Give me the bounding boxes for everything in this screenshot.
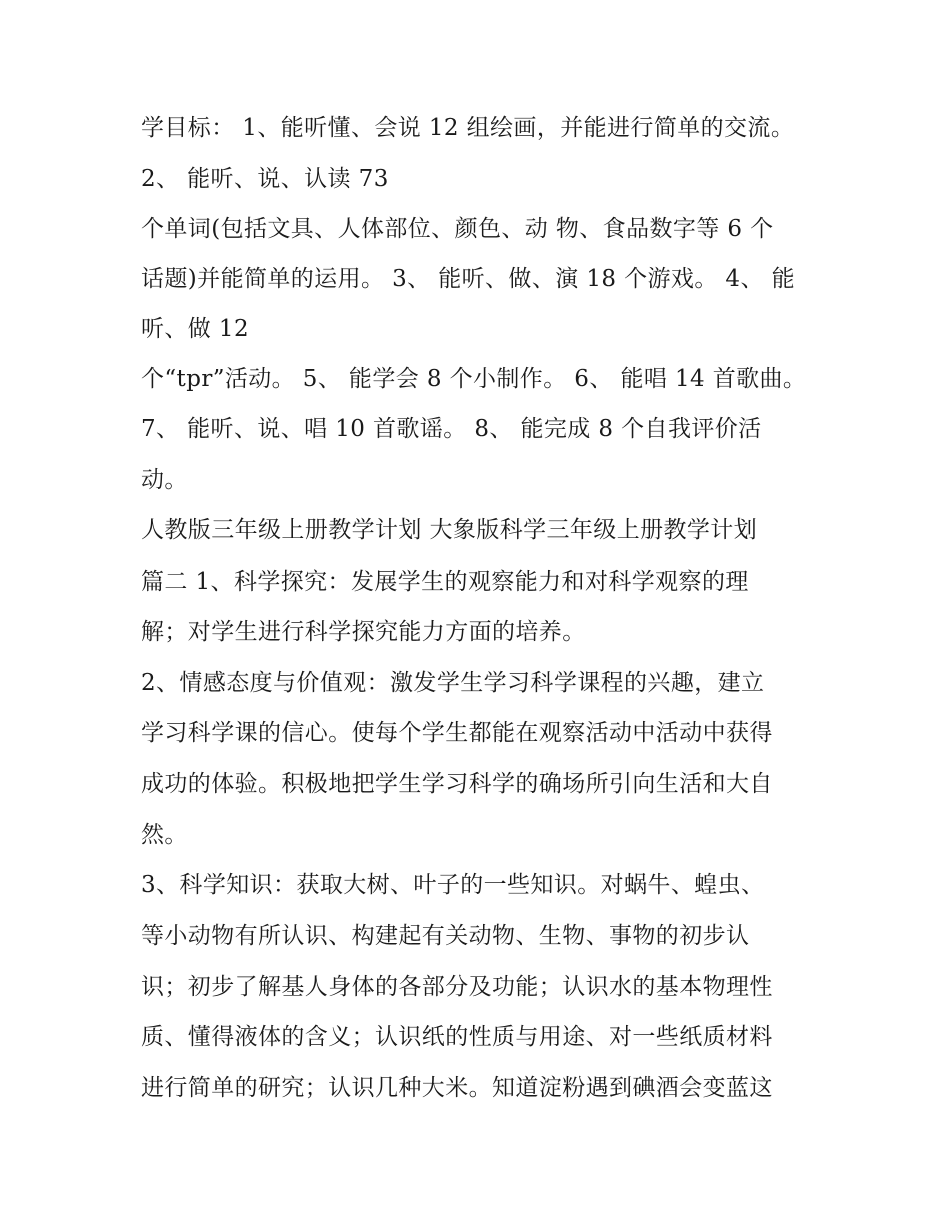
text-line: 学习科学课的信心。使每个学生都能在观察活动中活动中获得 <box>141 720 773 746</box>
text-line: 然。 <box>141 822 188 848</box>
text-line: 质、懂得液体的含义；认识纸的性质与用途、对一些纸质材料 <box>141 1024 773 1050</box>
text-line: 7、 能听、说、唱 10 首歌谣。 8、 能完成 8 个自我评价活 <box>141 416 762 442</box>
text-line: 学目标： 1、能听懂、会说 12 组绘画，并能进行简单的交流。 <box>141 115 795 141</box>
text-line: 成功的体验。积极地把学生学习科学的确场所引向生活和大自 <box>141 771 773 797</box>
text-line: 解；对学生进行科学探究能力方面的培养。 <box>141 619 586 645</box>
text-line: 动。 <box>141 467 188 493</box>
text-line: 进行简单的研究；认识几种大米。知道淀粉遇到碘酒会变蓝这 <box>141 1075 773 1101</box>
text-line: 听、做 12 <box>141 316 249 342</box>
text-line: 人教版三年级上册教学计划 大象版科学三年级上册教学计划 <box>141 517 758 543</box>
text-line: 等小动物有所认识、构建起有关动物、生物、事物的初步认 <box>141 923 750 949</box>
text-line: 个单词(包括文具、人体部位、颜色、动 物、食品数字等 6 个 <box>141 216 774 242</box>
text-line: 个“tpr”活动。 5、 能学会 8 个小制作。 6、 能唱 14 首歌曲。 <box>141 366 807 392</box>
text-line: 篇二 1、科学探究：发展学生的观察能力和对科学观察的理 <box>141 569 749 595</box>
text-line: 识；初步了解基人身体的各部分及功能；认识水的基本物理性 <box>141 974 773 1000</box>
text-line: 2、 能听、说、认读 73 <box>141 166 389 192</box>
text-line: 3、科学知识：获取大树、叶子的一些知识。对蜗牛、蝗虫、 <box>141 872 765 898</box>
text-line: 2、情感态度与价值观：激发学生学习科学课程的兴趣，建立 <box>141 670 765 696</box>
text-line: 话题)并能简单的运用。 3、 能听、做、演 18 个游戏。 4、 能 <box>141 266 795 292</box>
